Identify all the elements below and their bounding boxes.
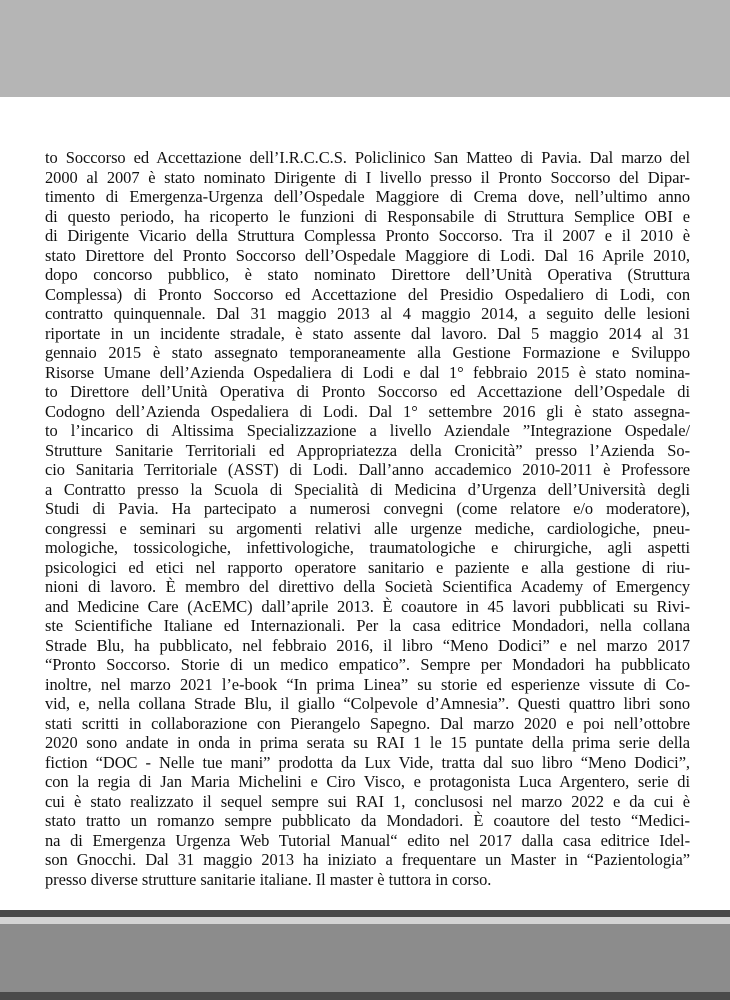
text-line: dopo concorso pubblico, è stato nominato Direttore dell’Unità Operativa (Struttura — [45, 265, 690, 284]
text-line: cui è stato realizzato il sequel sempre sui RAI 1, conclusosi nel marzo 2022 e da cui è — [45, 791, 690, 811]
text-line: riportate in un incidente stradale, è stato assente dal lavoro. Dal 5 maggio 2014 al 31 — [45, 323, 690, 343]
text-line: inoltre, nel marzo 2021 l’e-book “In prima Linea” su storie ed esperienze vissute di Co- — [45, 674, 690, 694]
text-line: con la regia di Jan Maria Michelini e Ciro Visco, e protagonista Luca Argentero, serie di — [45, 772, 690, 791]
text-line: and Medicine Care (AcEMC) dall’aprile 2013. È coautore in 45 lavori pubblicati su Rivi- — [45, 596, 690, 616]
text-line: fiction “DOC - Nelle tue mani” prodotta da Lux Vide, tratta dal suo libro “Meno Dodici”, — [45, 752, 690, 772]
text-line: di questo periodo, ha ricoperto le funzioni di Responsabile di Struttura Semplice OBI e — [45, 206, 690, 226]
text-line: na di Emergenza Urgenza Web Tutorial Manual“ edito nel 2017 dalla casa editrice Idel- — [45, 830, 690, 850]
text-line: ste Scientifiche Italiane ed Internazionali. Per la casa editrice Mondadori, nella collana — [45, 616, 690, 635]
header-band — [0, 0, 730, 97]
footer-edge — [0, 992, 730, 1000]
text-line: Strutture Sanitarie Territoriali ed Appropriatezza della Cronicità” presso l’Azienda So- — [45, 440, 690, 460]
text-line: gennaio 2015 è stato assegnato temporaneamente alla Gestione Formazione e Sviluppo — [45, 343, 690, 362]
footer-rule-light — [0, 917, 730, 924]
footer-rule-dark — [0, 910, 730, 917]
text-line: mologiche, tossicologiche, infettivologiche, traumatologiche e chirurgiche, agli aspetti — [45, 538, 690, 557]
text-line: son Gnocchi. Dal 31 maggio 2013 ha iniziato a frequentare un Master in “Pazientologia” — [45, 850, 690, 869]
text-line: 2000 al 2007 è stato nominato Dirigente di I livello presso il Pronto Soccorso del Dipar- — [45, 167, 690, 187]
text-line: vid, e, nella collana Strade Blu, il giallo “Colpevole d’Amnesia”. Questi quattro libri sono — [45, 694, 690, 713]
text-line: Codogno dell’Azienda Ospedaliera di Lodi. Dal 1° settembre 2016 gli è stato assegna- — [45, 401, 690, 421]
text-line: Strade Blu, ha pubblicato, nel febbraio 2016, il libro “Meno Dodici” e nel marzo 2017 — [45, 635, 690, 655]
text-line: congressi e seminari su argomenti relativi alle urgenze mediche, cardiologiche, pneu- — [45, 518, 690, 538]
text-line: psicologici ed etici nel rapporto operatore sanitario e paziente e alla gestione di riu- — [45, 557, 690, 577]
text-line: timento di Emergenza-Urgenza dell’Ospedale Maggiore di Crema dove, nell’ultimo anno — [45, 187, 690, 206]
text-line: a Contratto presso la Scuola di Specialità di Medicina d’Urgenza dell’Università degli — [45, 479, 690, 499]
text-line: contratto quinquennale. Dal 31 maggio 2013 al 4 maggio 2014, a seguito delle lesioni — [45, 304, 690, 323]
text-line: di Dirigente Vicario della Struttura Complessa Pronto Soccorso. Tra il 2007 e il 2010 è — [45, 226, 690, 245]
text-line: presso diverse strutture sanitarie italiane. Il master è tuttora in corso. — [45, 869, 492, 889]
text-line: Risorse Umane dell’Azienda Ospedaliera di Lodi e dal 1° febbraio 2015 è stato nomina- — [45, 362, 690, 382]
text-line: “Pronto Soccorso. Storie di un medico empatico”. Sempre per Mondadori ha pubblicato — [45, 655, 690, 674]
text-line: to Soccorso ed Accettazione dell’I.R.C.C.S. Policlinico San Matteo di Pavia. Dal marzo del — [45, 148, 690, 167]
text-line: to Direttore dell’Unità Operativa di Pronto Soccorso ed Accettazione dell’Ospedale di — [45, 382, 690, 401]
text-line: nioni di lavoro. È membro del direttivo della Società Scientifica Academy of Emergency — [45, 577, 690, 596]
text-line: Studi di Pavia. Ha partecipato a numerosi convegni (come relatore e/o moderatore), — [45, 499, 690, 518]
text-line: stato tratto un romanzo sempre pubblicato da Mondadori. È coautore del testo “Medici- — [45, 811, 690, 830]
text-line: Complessa) di Pronto Soccorso ed Accettazione del Presidio Ospedaliero di Lodi, con — [45, 284, 690, 304]
text-line: cio Sanitaria Territoriale (ASST) di Lodi. Dall’anno accademico 2010-2011 è Professore — [45, 460, 690, 479]
text-line: stati scritti in collaborazione con Pierangelo Sapegno. Dal marzo 2020 e poi nell’ottobre — [45, 713, 690, 733]
text-line: stato Direttore del Pronto Soccorso dell’Ospedale Maggiore di Lodi. Dal 16 Aprile 2010, — [45, 245, 690, 265]
body-text — [45, 148, 690, 889]
text-line: 2020 sono andate in onda in prima serata su RAI 1 le 15 puntate della prima serie della — [45, 733, 690, 752]
footer-band — [0, 924, 730, 992]
text-line: to l’incarico di Altissima Specializzazione a livello Aziendale ”Integrazione Ospedale/ — [45, 421, 690, 440]
